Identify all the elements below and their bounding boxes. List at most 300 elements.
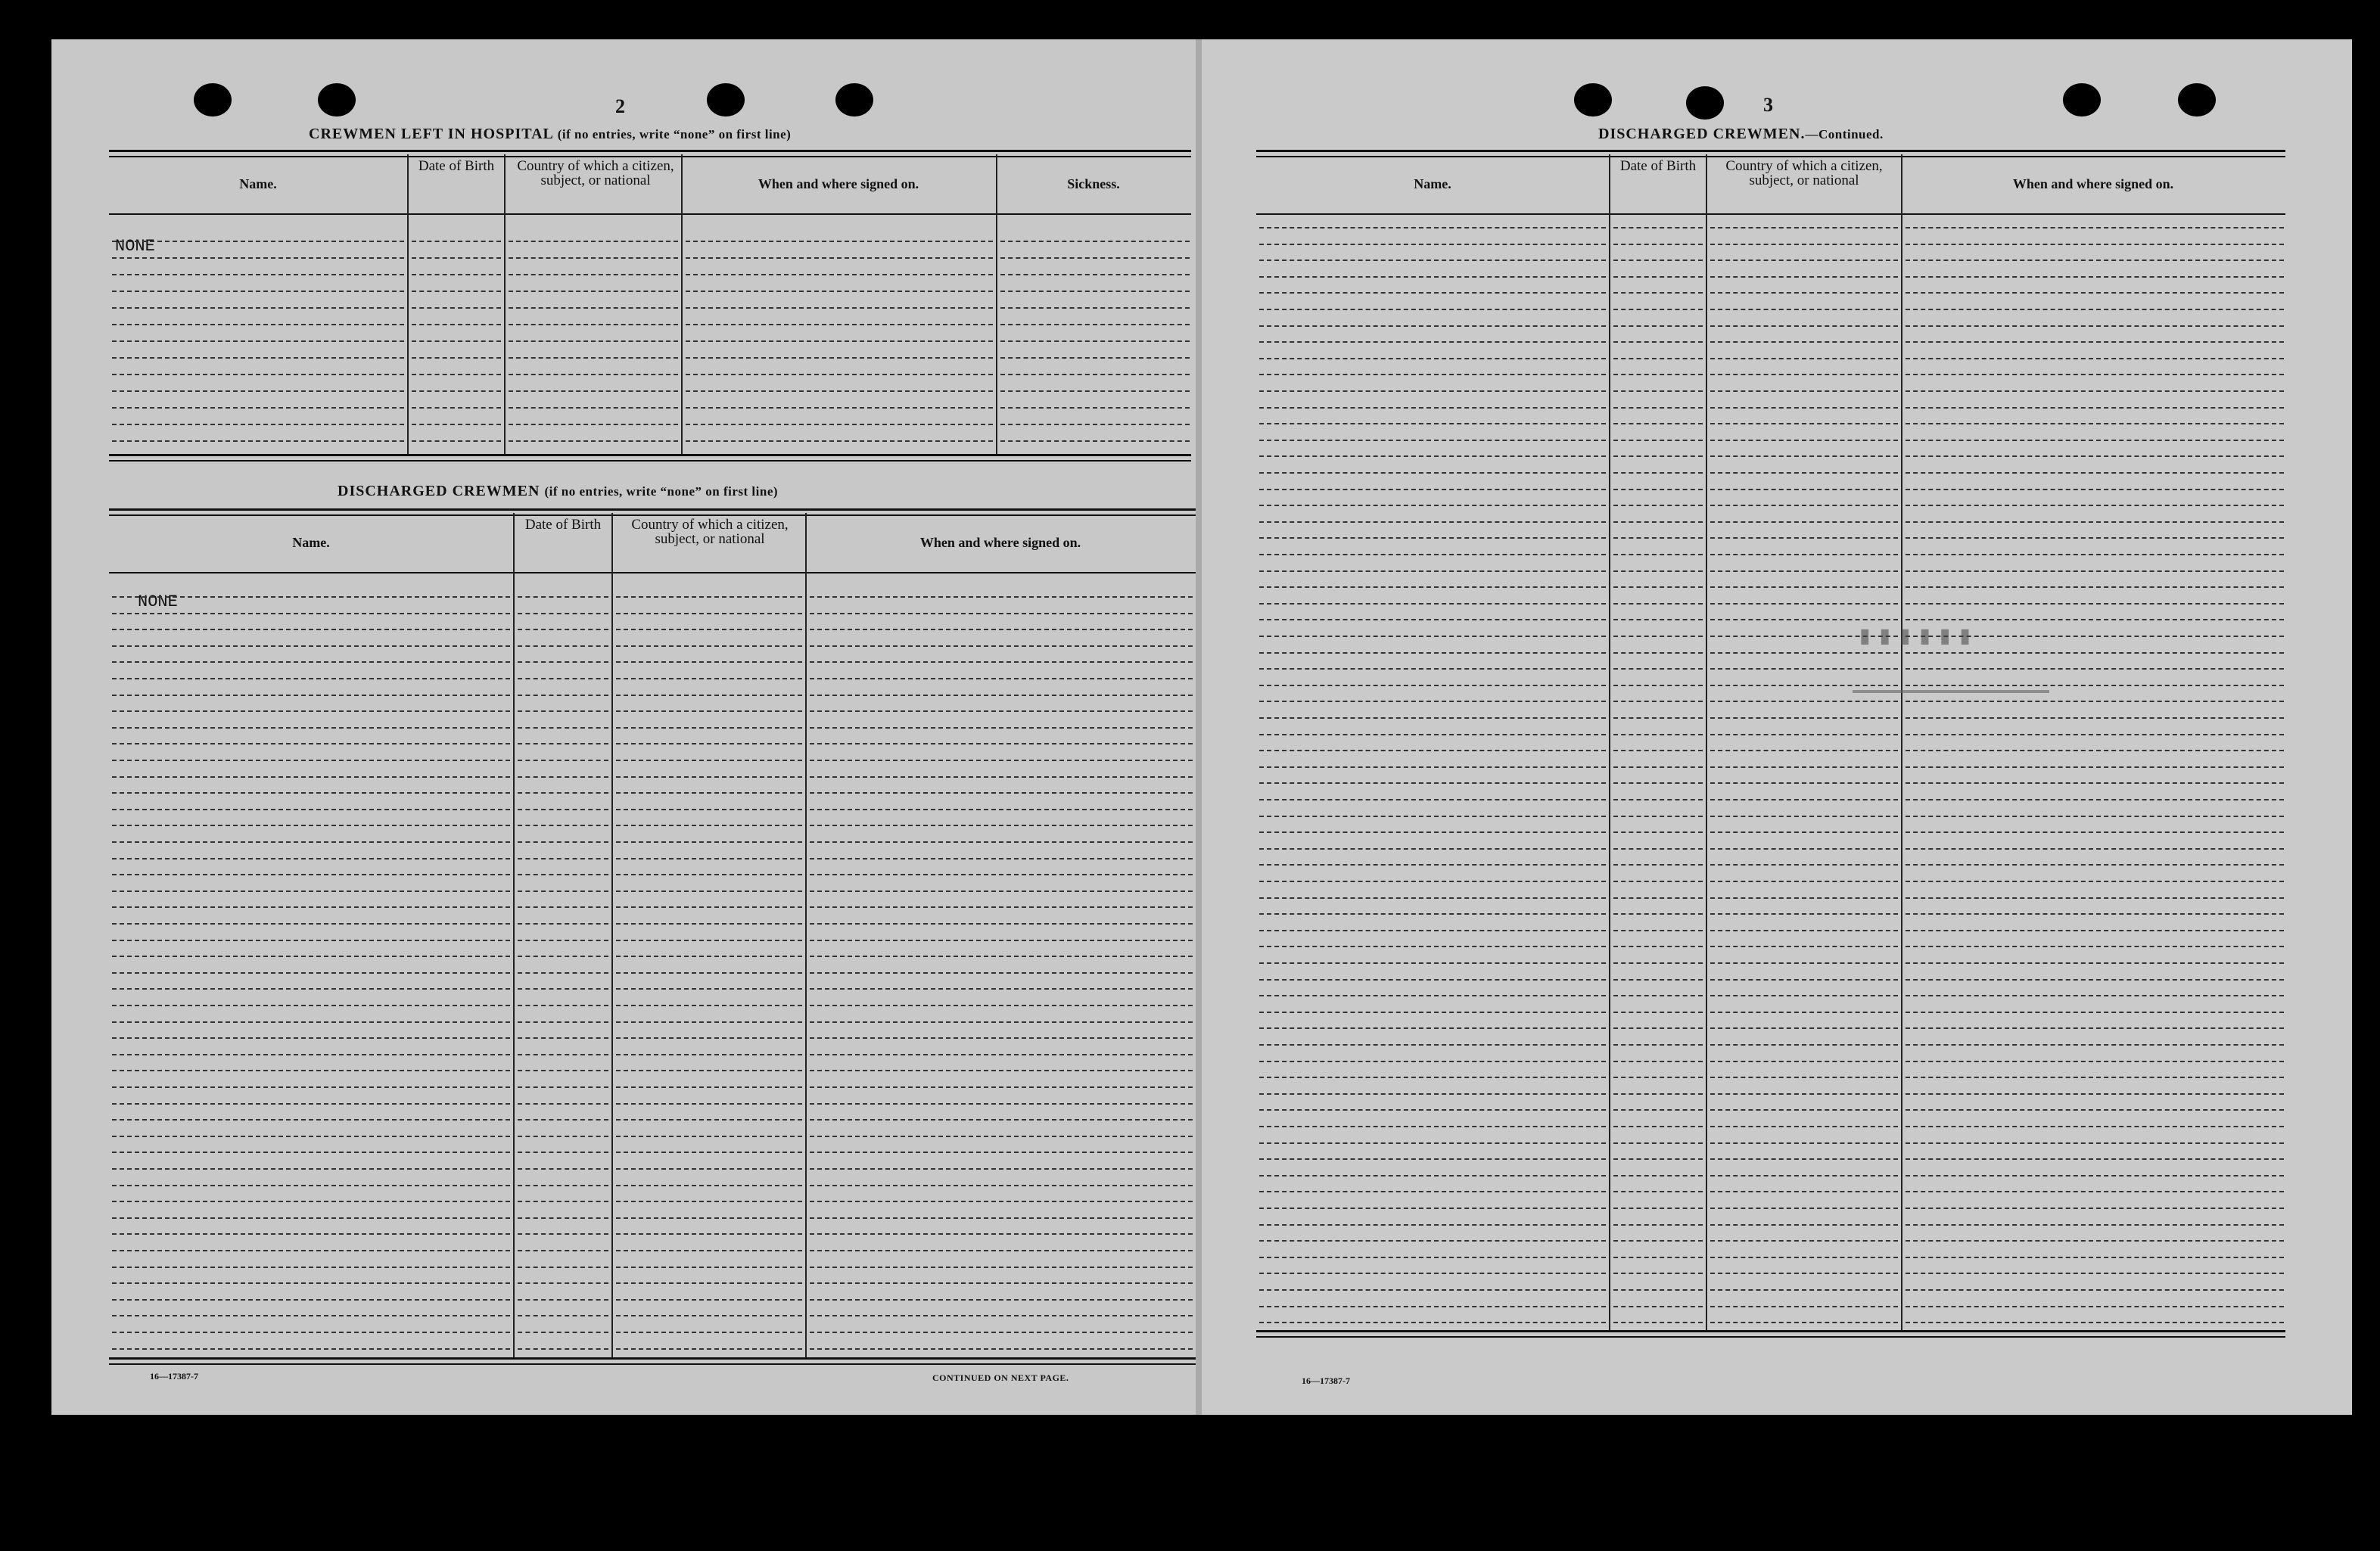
ruled-line [616, 906, 802, 908]
form-code: 16—17387-7 [1302, 1375, 1350, 1386]
ruled-line [1613, 440, 1703, 441]
ruled-line [1613, 864, 1703, 866]
ruled-line [616, 1103, 802, 1105]
ruled-line [1710, 309, 1898, 310]
ruled-line [1906, 440, 2284, 441]
ruled-line [518, 1086, 608, 1088]
ruled-line [1906, 1061, 2284, 1062]
ruled-line [1906, 831, 2284, 833]
ruled-line [112, 906, 510, 908]
ruled-line [1000, 407, 1190, 409]
ruled-line [1259, 603, 1606, 605]
ruled-line [1710, 1322, 1898, 1323]
page-gutter [1196, 39, 1202, 1415]
column-divider [1609, 154, 1610, 1330]
ruled-line [616, 678, 802, 679]
ruled-line [1613, 668, 1703, 670]
ruled-line [810, 858, 1193, 859]
ruled-line [810, 1250, 1193, 1251]
ruled-line [1710, 1224, 1898, 1226]
ruled-line [1613, 782, 1703, 784]
ruled-line [1710, 292, 1898, 294]
column-divider [996, 154, 997, 454]
col-head-country: Country of which a citizen, subject, or national [631, 517, 789, 547]
ruled-line [1613, 423, 1703, 424]
ruled-line [1259, 374, 1606, 375]
ruled-line [616, 841, 802, 843]
document-spread [51, 39, 2352, 1415]
ruled-line [810, 1070, 1193, 1071]
ruled-line [112, 956, 510, 957]
ruled-line [1259, 325, 1606, 327]
ruled-line [112, 1299, 510, 1301]
ruled-line [1710, 782, 1898, 784]
ruled-line [1259, 521, 1606, 523]
ruled-line [1710, 979, 1898, 981]
ruled-line [1710, 1158, 1898, 1160]
column-divider [611, 513, 613, 1357]
table-bottom-rule [109, 1357, 1196, 1365]
ruled-line [616, 1315, 802, 1316]
ruled-line [1906, 766, 2284, 768]
ruled-line [1613, 1158, 1703, 1160]
ruled-line [1906, 864, 2284, 866]
ruled-line [810, 776, 1193, 778]
ruled-line [686, 407, 993, 409]
ruled-line [112, 743, 510, 744]
ruled-line [1710, 1093, 1898, 1095]
ruled-line [1710, 897, 1898, 899]
ruled-line [518, 1267, 608, 1268]
hospital-title-note: (if no entries, write “none” on first line) [557, 127, 792, 141]
ruled-line [1259, 1142, 1606, 1144]
ruled-line [1613, 636, 1703, 637]
ruled-line [412, 374, 501, 375]
ruled-line [1259, 750, 1606, 751]
ruled-line [412, 274, 501, 275]
col-head-signed-on: When and where signed on. [919, 535, 1081, 550]
ruled-line [686, 274, 993, 275]
ruled-line [1613, 455, 1703, 457]
ruled-line [112, 1332, 510, 1333]
ruled-line [1710, 1208, 1898, 1209]
ruled-line [1710, 1044, 1898, 1046]
ruled-line [1906, 1306, 2284, 1307]
ruled-line [1613, 799, 1703, 800]
ruled-line [112, 1005, 510, 1006]
ruled-line [810, 809, 1193, 810]
ruled-line [412, 257, 501, 259]
ruled-line [1710, 685, 1898, 686]
ruled-line [509, 374, 678, 375]
ruled-line [1710, 341, 1898, 343]
ruled-line [1259, 816, 1606, 817]
ruled-line [1613, 1273, 1703, 1274]
ruled-line [1710, 1273, 1898, 1274]
ruled-line [1613, 1027, 1703, 1029]
ruled-line [518, 1119, 608, 1121]
ruled-line [810, 956, 1193, 957]
ruled-line [112, 257, 404, 259]
ruled-line [1710, 1240, 1898, 1242]
ruled-line [1259, 554, 1606, 555]
ruled-line [1613, 1077, 1703, 1078]
ruled-line [518, 988, 608, 990]
ruled-line [1613, 309, 1703, 310]
ruled-line [686, 440, 993, 442]
ruled-line [1000, 257, 1190, 259]
col-head-country: Country of which a citizen, subject, or national [1725, 158, 1883, 188]
ruled-line [616, 972, 802, 974]
ruled-line [518, 1103, 608, 1105]
ruled-line [1259, 1240, 1606, 1242]
ruled-line [112, 1152, 510, 1153]
ruled-line [412, 324, 501, 325]
ruled-line [1906, 1027, 2284, 1029]
ruled-line [518, 1201, 608, 1202]
ruled-line [810, 825, 1193, 826]
ruled-line [1613, 897, 1703, 899]
ruled-line [518, 1070, 608, 1071]
ruled-line [1613, 750, 1703, 751]
ruled-line [1906, 962, 2284, 964]
ruled-line [1259, 881, 1606, 882]
ruled-line [616, 1233, 802, 1235]
ruled-line [1259, 734, 1606, 735]
ruled-line [112, 1201, 510, 1202]
column-divider [513, 513, 515, 1357]
ruled-line [810, 629, 1193, 630]
ruled-line [1710, 930, 1898, 931]
ruled-line [616, 1217, 802, 1219]
ruled-line [1710, 1027, 1898, 1029]
ruled-line [518, 1037, 608, 1039]
ruled-line [1259, 1093, 1606, 1095]
ruled-line [112, 596, 510, 598]
ruled-line [1906, 1191, 2284, 1192]
ruled-line [518, 923, 608, 925]
ruled-line [810, 874, 1193, 875]
ruled-line [616, 760, 802, 761]
ruled-line [616, 988, 802, 990]
ruled-line [1000, 424, 1190, 425]
ruled-line [1906, 897, 2284, 899]
ruled-line [1613, 554, 1703, 555]
ruled-line [1906, 946, 2284, 947]
ruled-line [1906, 1077, 2284, 1078]
ruled-line [1613, 537, 1703, 539]
ruled-line [518, 695, 608, 696]
ruled-line [112, 940, 510, 941]
ruled-line [616, 1332, 802, 1333]
ruled-line [112, 440, 404, 442]
ruled-line [1613, 1044, 1703, 1046]
ruled-line [518, 596, 608, 598]
col-head-name: Name. [239, 176, 277, 191]
ruled-line [1259, 440, 1606, 441]
ruled-line [1259, 1044, 1606, 1046]
ruled-line [1259, 848, 1606, 850]
ruled-line [1906, 521, 2284, 523]
ruled-line [1613, 1257, 1703, 1258]
ruled-line [112, 1119, 510, 1121]
ruled-line [810, 760, 1193, 761]
ruled-line [112, 1021, 510, 1023]
ruled-line [518, 792, 608, 794]
table-top-rule [1256, 150, 2285, 157]
ruled-line [1000, 357, 1190, 359]
ruled-line [112, 695, 510, 696]
ruled-line [112, 841, 510, 843]
ruled-line [1906, 717, 2284, 719]
ruled-line [810, 988, 1193, 990]
ruled-line [1259, 489, 1606, 490]
ruled-line [1613, 603, 1703, 605]
ruled-line [412, 241, 501, 242]
ruled-line [112, 374, 404, 375]
continued-note: CONTINUED ON NEXT PAGE. [932, 1372, 1069, 1383]
ruled-line [1710, 717, 1898, 719]
ruled-line [810, 923, 1193, 925]
ruled-line [616, 629, 802, 630]
ruled-line [1906, 1012, 2284, 1013]
ruled-line [1259, 1273, 1606, 1274]
ruled-line [518, 743, 608, 744]
ruled-line [1906, 505, 2284, 506]
ruled-line [1906, 848, 2284, 850]
ruled-line [616, 1021, 802, 1023]
ruled-line [810, 678, 1193, 679]
ruled-line [616, 891, 802, 892]
ruled-line [1906, 979, 2284, 981]
ruled-line [1906, 668, 2284, 670]
ruled-line [112, 972, 510, 974]
ruled-line [810, 1005, 1193, 1006]
ruled-line [1000, 340, 1190, 342]
ruled-line [1710, 734, 1898, 735]
ruled-line [112, 1250, 510, 1251]
ruled-line [112, 710, 510, 712]
ruled-line [686, 340, 993, 342]
ruled-line [1259, 570, 1606, 572]
ruled-line [112, 629, 510, 630]
ruled-line [1906, 782, 2284, 784]
ruled-line [1613, 276, 1703, 278]
ruled-line [1613, 341, 1703, 343]
ruled-line [1613, 930, 1703, 931]
ruled-line [412, 424, 501, 425]
ruled-line [112, 891, 510, 892]
ruled-line [1259, 1191, 1606, 1192]
ruled-line [1613, 831, 1703, 833]
ruled-line [686, 291, 993, 292]
ruled-line [1906, 341, 2284, 343]
ruled-line [616, 956, 802, 957]
ruled-line [1259, 962, 1606, 964]
ruled-line [112, 274, 404, 275]
ruled-line [1906, 586, 2284, 588]
ruled-line [1906, 1126, 2284, 1127]
right-page [1202, 39, 2352, 1415]
ruled-line [810, 743, 1193, 744]
ruled-line [518, 629, 608, 630]
ruled-line [1906, 816, 2284, 817]
ruled-line [112, 661, 510, 663]
ruled-line [1259, 619, 1606, 620]
ruled-line [1613, 292, 1703, 294]
ruled-line [1906, 407, 2284, 409]
ruled-line [616, 858, 802, 859]
ruled-line [616, 792, 802, 794]
ruled-line [518, 1250, 608, 1251]
ruled-line [1259, 390, 1606, 392]
hospital-entry: NONE [115, 237, 155, 256]
ruled-line [1710, 570, 1898, 572]
ruled-line [810, 940, 1193, 941]
ruled-line [1710, 946, 1898, 947]
ruled-line [112, 776, 510, 778]
ruled-line [1710, 995, 1898, 996]
column-divider [681, 154, 683, 454]
ruled-line [1613, 374, 1703, 375]
col-head-name: Name. [1414, 176, 1451, 191]
ruled-line [1613, 1093, 1703, 1095]
ruled-line [1259, 946, 1606, 947]
ruled-line [518, 1054, 608, 1055]
ruled-line [1613, 619, 1703, 620]
ruled-line [112, 390, 404, 392]
ruled-line [112, 1168, 510, 1170]
ruled-line [1259, 455, 1606, 457]
ruled-line [810, 792, 1193, 794]
ruled-line [1710, 505, 1898, 506]
ruled-line [112, 1233, 510, 1235]
ruled-line [1906, 1322, 2284, 1323]
column-divider [504, 154, 506, 454]
ruled-line [1906, 472, 2284, 474]
ruled-line [112, 241, 404, 242]
ruled-line [1613, 1126, 1703, 1127]
ruled-line [518, 1299, 608, 1301]
ruled-line [1906, 1175, 2284, 1176]
ruled-line [518, 956, 608, 957]
ruled-line [1906, 1289, 2284, 1291]
ruled-line [112, 1037, 510, 1039]
ruled-line [1259, 668, 1606, 670]
form-code: 16—17387-7 [150, 1371, 198, 1382]
ruled-line [1000, 440, 1190, 442]
ruled-line [616, 1185, 802, 1186]
ruled-line [1000, 307, 1190, 309]
ruled-line [112, 1217, 510, 1219]
ruled-line [1259, 309, 1606, 310]
ruled-line [412, 340, 501, 342]
ruled-line [1613, 1322, 1703, 1323]
ruled-line [1613, 1061, 1703, 1062]
ruled-line [518, 613, 608, 614]
ruled-line [1710, 816, 1898, 817]
ruled-line [1906, 799, 2284, 800]
ruled-line [810, 1185, 1193, 1186]
ruled-line [686, 257, 993, 259]
page-number: 3 [1763, 94, 1773, 116]
ruled-line [1613, 1142, 1703, 1144]
ruled-line [810, 1267, 1193, 1268]
ruled-line [1906, 603, 2284, 605]
ruled-line [1906, 1158, 2284, 1160]
ruled-line [1613, 1306, 1703, 1307]
ruled-line [810, 1037, 1193, 1039]
discharged-section-title [338, 483, 778, 500]
ruled-line [1906, 995, 2284, 996]
ruled-line [1710, 668, 1898, 670]
ruled-line [1710, 1191, 1898, 1192]
ruled-line [616, 923, 802, 925]
ruled-line [1259, 995, 1606, 996]
ruled-line [1259, 717, 1606, 719]
ruled-line [1259, 1012, 1606, 1013]
ruled-line [1000, 241, 1190, 242]
ruled-line [1710, 1289, 1898, 1291]
ruled-line [112, 1267, 510, 1268]
ruled-line [1906, 1044, 2284, 1046]
punch-hole [2063, 83, 2101, 117]
ruled-line [1710, 831, 1898, 833]
ruled-line [518, 776, 608, 778]
ruled-line [1259, 537, 1606, 539]
ruled-line [112, 858, 510, 859]
ruled-line [1906, 244, 2284, 245]
ruled-line [1259, 1061, 1606, 1062]
ruled-line [1613, 521, 1703, 523]
ruled-line [616, 940, 802, 941]
ruled-line [509, 274, 678, 275]
ruled-line [810, 841, 1193, 843]
ruled-line [686, 390, 993, 392]
ruled-line [1710, 472, 1898, 474]
ruled-line [810, 1282, 1193, 1284]
ruled-line [1710, 881, 1898, 882]
discharged-entry: NONE [138, 592, 178, 611]
ruled-line [1613, 358, 1703, 359]
ruled-line [1613, 995, 1703, 996]
ruled-line [1906, 685, 2284, 686]
ruled-line [112, 613, 510, 614]
ruled-line [518, 972, 608, 974]
ruled-line [1906, 913, 2284, 915]
ruled-line [1906, 489, 2284, 490]
left-page [51, 39, 1196, 1415]
ruled-line [810, 1168, 1193, 1170]
ruled-line [1710, 325, 1898, 327]
ruled-line [112, 424, 404, 425]
ruled-line [518, 1005, 608, 1006]
ruled-line [1710, 799, 1898, 800]
ruled-line [616, 1005, 802, 1006]
table-top-rule [109, 508, 1196, 516]
ruled-line [509, 407, 678, 409]
ruled-line [616, 1054, 802, 1055]
ruled-line [810, 1136, 1193, 1137]
ruled-line [616, 1250, 802, 1251]
ruled-line [616, 1136, 802, 1137]
ruled-line [616, 1299, 802, 1301]
ruled-line [412, 407, 501, 409]
ruled-line [1259, 1027, 1606, 1029]
ruled-line [412, 307, 501, 309]
ruled-line [1710, 1257, 1898, 1258]
ruled-line [616, 1282, 802, 1284]
